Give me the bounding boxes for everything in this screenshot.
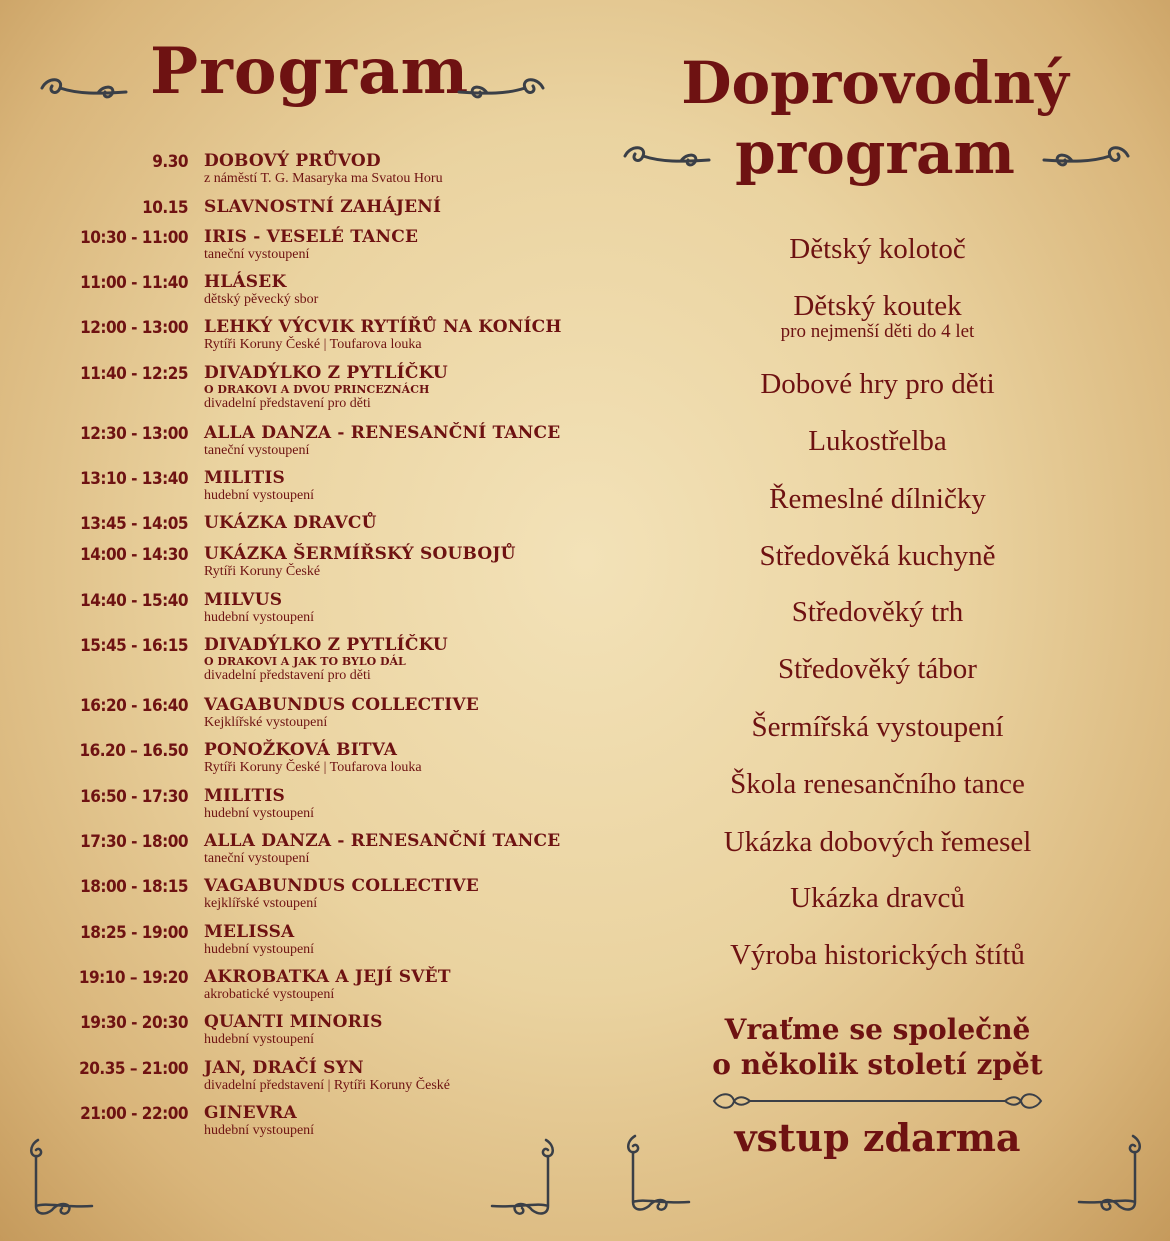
activity-name: Ukázka dravců [790, 882, 965, 914]
event-title: IRIS - VESELÉ TANCE [204, 227, 419, 247]
event-title: MILITIS [204, 468, 285, 488]
event-title: PONOŽKOVÁ BITVA [204, 740, 398, 760]
event-description: taneční vystoupení [204, 247, 310, 262]
schedule-time: 19:10 – 19:20 [78, 968, 188, 988]
event-title: LEHKÝ VÝCVIK RYTÍŘŮ NA KONÍCH [204, 317, 562, 337]
schedule-event [204, 741, 422, 775]
activity-item [585, 540, 1170, 572]
schedule-event [204, 424, 560, 458]
schedule-time: 20.35 – 21:00 [79, 1059, 188, 1079]
activity-item [585, 653, 1170, 685]
event-title: UKÁZKA DRAVCŮ [204, 513, 377, 533]
activity-name: Ukázka dobových řemesel [723, 826, 1032, 858]
corner-flourish-icon [26, 1136, 96, 1220]
event-title: MILITIS [204, 786, 285, 806]
event-description: Rytíři Koruny České [204, 564, 321, 579]
schedule-time: 13:45 - 14:05 [80, 514, 188, 534]
schedule-event [204, 1059, 450, 1093]
event-title: JAN, DRAČÍ SYN [204, 1058, 364, 1078]
schedule-event [204, 514, 377, 533]
activity-item [585, 596, 1170, 628]
event-description: taneční vystoupení [204, 443, 310, 458]
schedule-time: 14:00 - 14:30 [80, 545, 188, 565]
event-title: ALLA DANZA - RENESANČNÍ TANCE [204, 831, 561, 851]
schedule-time: 16.20 – 16.50 [79, 741, 188, 761]
activity-item [585, 826, 1170, 858]
event-description: akrobatické vystoupení [204, 987, 335, 1002]
event-description: hudební vystoupení [204, 806, 315, 821]
schedule-event [204, 591, 314, 625]
free-entry-label: vstup zdarma [734, 1115, 1021, 1160]
swirl-ornament-icon [455, 72, 547, 106]
schedule-event [204, 273, 318, 307]
event-description: hudební vystoupení [204, 488, 315, 503]
schedule-event [204, 923, 314, 957]
event-description: Rytíři Koruny České | Toufarova louka [204, 760, 422, 775]
side-program-title-line2: program [735, 119, 1015, 187]
schedule-event [204, 832, 560, 866]
schedule-event [204, 364, 448, 411]
activity-name: Středověký trh [791, 596, 964, 628]
schedule-time: 9.30 [152, 152, 188, 172]
event-title: UKÁZKA ŠERMÍŘSKÝ SOUBOJŮ [204, 544, 516, 564]
swirl-ornament-icon [1040, 140, 1132, 174]
event-title: GINEVRA [204, 1103, 297, 1123]
swirl-ornament-icon [621, 140, 713, 174]
schedule-event [204, 636, 448, 683]
schedule-time: 17:30 - 18:00 [80, 832, 188, 852]
schedule-time: 10:30 - 11:00 [80, 228, 188, 248]
corner-flourish-icon [1075, 1132, 1145, 1216]
event-description: hudební vystoupení [204, 610, 315, 625]
activity-name: Dětský koutek [793, 290, 962, 322]
schedule-time: 11:40 - 12:25 [80, 364, 188, 384]
side-program-column [585, 0, 1170, 1241]
activity-name: Dětský kolotoč [789, 233, 966, 265]
event-title: MELISSA [204, 922, 295, 942]
schedule-event [204, 696, 479, 730]
schedule-time: 16:20 - 16:40 [80, 696, 188, 716]
activity-name: Středověký tábor [778, 653, 977, 685]
schedule-time: 16:50 - 17:30 [80, 787, 188, 807]
activity-item [585, 939, 1170, 971]
schedule-time: 13:10 - 13:40 [80, 469, 188, 489]
activity-name: Škola renesančního tance [730, 768, 1025, 800]
schedule-event [204, 1104, 314, 1138]
slogan [585, 1012, 1170, 1082]
side-program-title-line1: Doprovodný [681, 49, 1069, 117]
event-title: DIVADÝLKO Z PYTLÍČKU [204, 363, 448, 383]
schedule-time: 15:45 - 16:15 [80, 636, 188, 656]
event-description: Kejklířské vystoupení [204, 715, 328, 730]
activity-name: Lukostřelba [808, 425, 947, 457]
schedule-time: 12:00 - 13:00 [80, 318, 188, 338]
event-description: taneční vystoupení [204, 851, 310, 866]
activity-item [585, 425, 1170, 457]
slogan-line1: Vraťme se společně [724, 1013, 1031, 1046]
schedule-time: 11:00 - 11:40 [80, 273, 188, 293]
activity-item [585, 368, 1170, 400]
schedule-event [204, 1013, 383, 1047]
side-program-title [675, 48, 1075, 188]
schedule-event [204, 228, 418, 262]
event-subtitle: O DRAKOVI A JAK TO BYLO DÁL [204, 655, 406, 668]
event-title: DIVADÝLKO Z PYTLÍČKU [204, 635, 448, 655]
event-description: hudební vystoupení [204, 942, 315, 957]
schedule-event [204, 318, 562, 352]
schedule-time: 18:00 - 18:15 [80, 877, 188, 897]
schedule-time: 19:30 - 20:30 [80, 1013, 188, 1033]
activity-item [585, 290, 1170, 342]
event-description: hudební vystoupení [204, 1123, 315, 1138]
activity-name: Středověká kuchyně [759, 540, 996, 572]
schedule-event [204, 545, 516, 579]
schedule-event [204, 968, 451, 1002]
schedule-time: 21:00 - 22:00 [80, 1104, 188, 1124]
event-title: AKROBATKA A JEJÍ SVĚT [204, 967, 451, 987]
event-description: divadelní představení pro děti [204, 668, 371, 683]
event-description: dětský pěvecký sbor [204, 292, 319, 307]
event-title: DOBOVÝ PRŮVOD [204, 151, 381, 171]
schedule-event [204, 198, 441, 217]
schedule-time: 12:30 - 13:00 [80, 424, 188, 444]
event-description: divadelní představení pro děti [204, 396, 371, 411]
event-subtitle: O DRAKOVI A DVOU PRINCEZNÁCH [204, 383, 430, 396]
activity-item [585, 711, 1170, 743]
schedule-time: 18:25 - 19:00 [80, 923, 188, 943]
divider-ornament-icon [710, 1088, 1045, 1114]
activity-name: Dobové hry pro děti [760, 368, 995, 400]
event-description: Rytíři Koruny České | Toufarova louka [204, 337, 422, 352]
event-title: VAGABUNDUS COLLECTIVE [204, 876, 479, 896]
schedule-time: 14:40 - 15:40 [80, 591, 188, 611]
activity-item [585, 768, 1170, 800]
event-title: VAGABUNDUS COLLECTIVE [204, 695, 479, 715]
event-title: HLÁSEK [204, 272, 287, 292]
event-title: ALLA DANZA - RENESANČNÍ TANCE [204, 423, 561, 443]
event-description: hudební vystoupení [204, 1032, 315, 1047]
schedule-event [204, 152, 443, 186]
event-title: SLAVNOSTNÍ ZAHÁJENÍ [204, 197, 442, 217]
activity-name: Šermířská vystoupení [751, 711, 1004, 743]
activity-name: Výroba historických štítů [730, 939, 1025, 971]
activity-name: Řemeslné dílničky [769, 483, 986, 515]
corner-flourish-icon [623, 1132, 693, 1216]
activity-item [585, 233, 1170, 265]
activity-item [585, 882, 1170, 914]
page-title: Program [150, 34, 470, 109]
event-description: z náměstí T. G. Masaryka ma Svatou Horu [204, 171, 443, 186]
corner-flourish-icon [488, 1136, 558, 1220]
activity-note: pro nejmenší děti do 4 let [780, 321, 975, 342]
swirl-ornament-icon [38, 72, 130, 106]
event-title: QUANTI MINORIS [204, 1012, 383, 1032]
event-description: divadelní představení | Rytíři Koruny České [204, 1078, 451, 1093]
event-title: MILVUS [204, 590, 283, 610]
activity-item [585, 483, 1170, 515]
schedule-time: 10.15 [142, 198, 188, 218]
schedule-event [204, 787, 314, 821]
schedule-event [204, 469, 314, 503]
schedule-event [204, 877, 479, 911]
event-description: kejklířské vstoupení [204, 896, 318, 911]
slogan-line2: o několik století zpět [712, 1048, 1043, 1081]
